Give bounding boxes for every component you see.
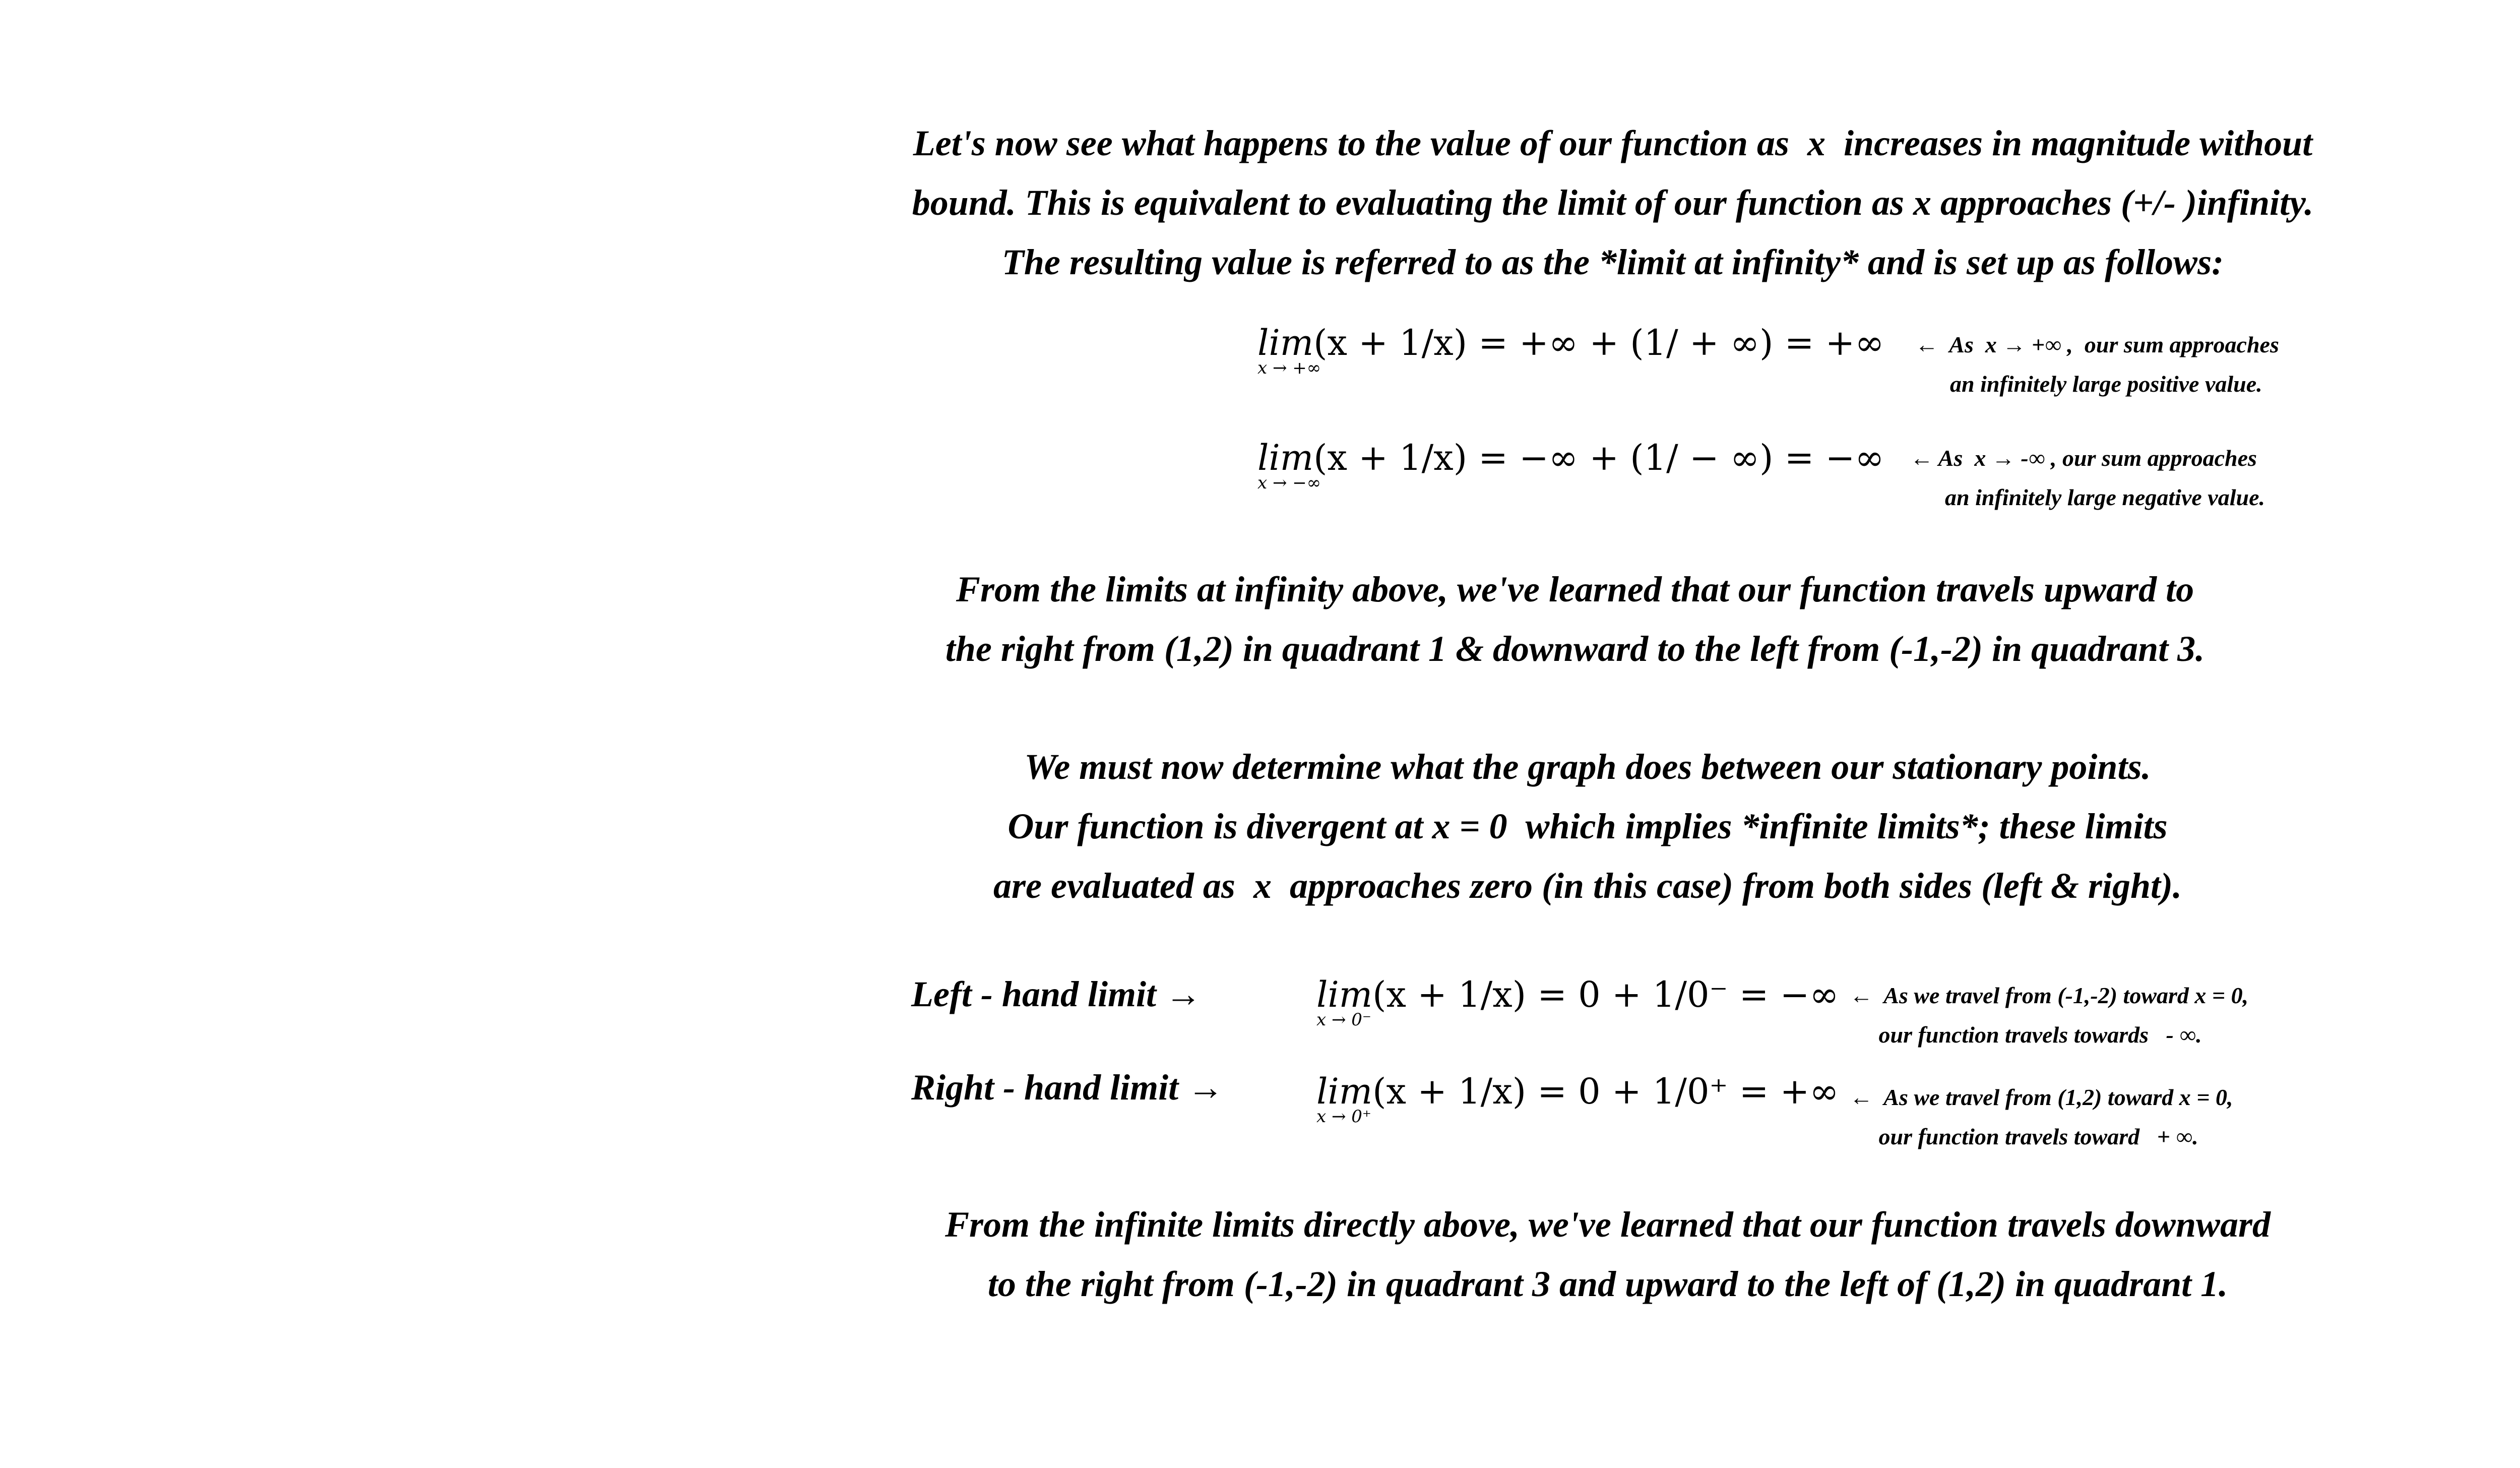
limit-expression: (x + 1/x) = 0 + 1/0⁺ = +∞ — [1372, 1071, 1839, 1112]
conclusion-paragraph-2: From the infinite limits directly above, we've learned that our function travels downward to the right from (-1,-2) in quadrant 3 and upward to the left of (1,2) in quadrant 1. — [944, 1204, 2271, 1304]
conclusion-paragraph-1: From the limits at infinity above, we've learned that our function travels upward to the right from (1,2) in quadrant 1 & downward to the left from (-1,-2) in quadrant 3. — [945, 569, 2205, 669]
limit-operator: lim — [1257, 437, 1314, 478]
limit-subscript: x → +∞ — [1257, 358, 1321, 378]
limit-expression: (x + 1/x) = −∞ + (1/ − ∞) = −∞ — [1313, 437, 1884, 478]
limit-expression: (x + 1/x) = 0 + 1/0⁻ = −∞ — [1372, 974, 1839, 1015]
left-hand-limit-note: ← As we travel from (-1,-2) toward x = 0, our function travels towards - ∞. — [1850, 983, 2249, 1048]
right-hand-limit-note: ← As we travel from (1,2) toward x = 0, our function travels toward + ∞. — [1850, 1084, 2233, 1149]
right-hand-limit-label: Right - hand limit → — [911, 1067, 1224, 1108]
limit-at-negative-infinity-note: ← As x → -∞ , our sum approaches an infinitely large negative value. — [1910, 445, 2265, 510]
stationary-points-paragraph: We must now determine what the graph does between our stationary points. Our function is divergent at x = 0 which implies *infinite limits*; these limits are evaluated as x approaches zero (in this case) from both sides (left & right). — [993, 747, 2182, 906]
limit-at-positive-infinity-equation — [1257, 322, 1884, 378]
limit-operator: lim — [1316, 974, 1373, 1015]
right-hand-limit-equation — [1316, 1071, 1839, 1127]
limit-at-negative-infinity-equation — [1257, 437, 1884, 493]
limit-subscript: x → −∞ — [1257, 473, 1321, 493]
limit-expression: (x + 1/x) = +∞ + (1/ + ∞) = +∞ — [1313, 322, 1884, 363]
limit-subscript: x → 0⁺ — [1316, 1107, 1371, 1127]
limit-at-positive-infinity-note: ← As x → +∞ , our sum approaches an infinitely large positive value. — [1915, 332, 2279, 397]
limit-operator: lim — [1316, 1071, 1373, 1112]
left-hand-limit-equation — [1316, 974, 1839, 1030]
left-hand-limit-label: Left - hand limit → — [911, 974, 1202, 1014]
intro-paragraph: Let's now see what happens to the value of our function as x increases in magnitude without bound. This is equivalent to evaluating the limit of our function as x approaches (+/- )infinity. The resulting value is referred to as the *limit at infinity* and is set up as follows: — [912, 123, 2314, 282]
limit-subscript: x → 0⁻ — [1316, 1010, 1371, 1030]
limit-operator: lim — [1257, 322, 1314, 363]
